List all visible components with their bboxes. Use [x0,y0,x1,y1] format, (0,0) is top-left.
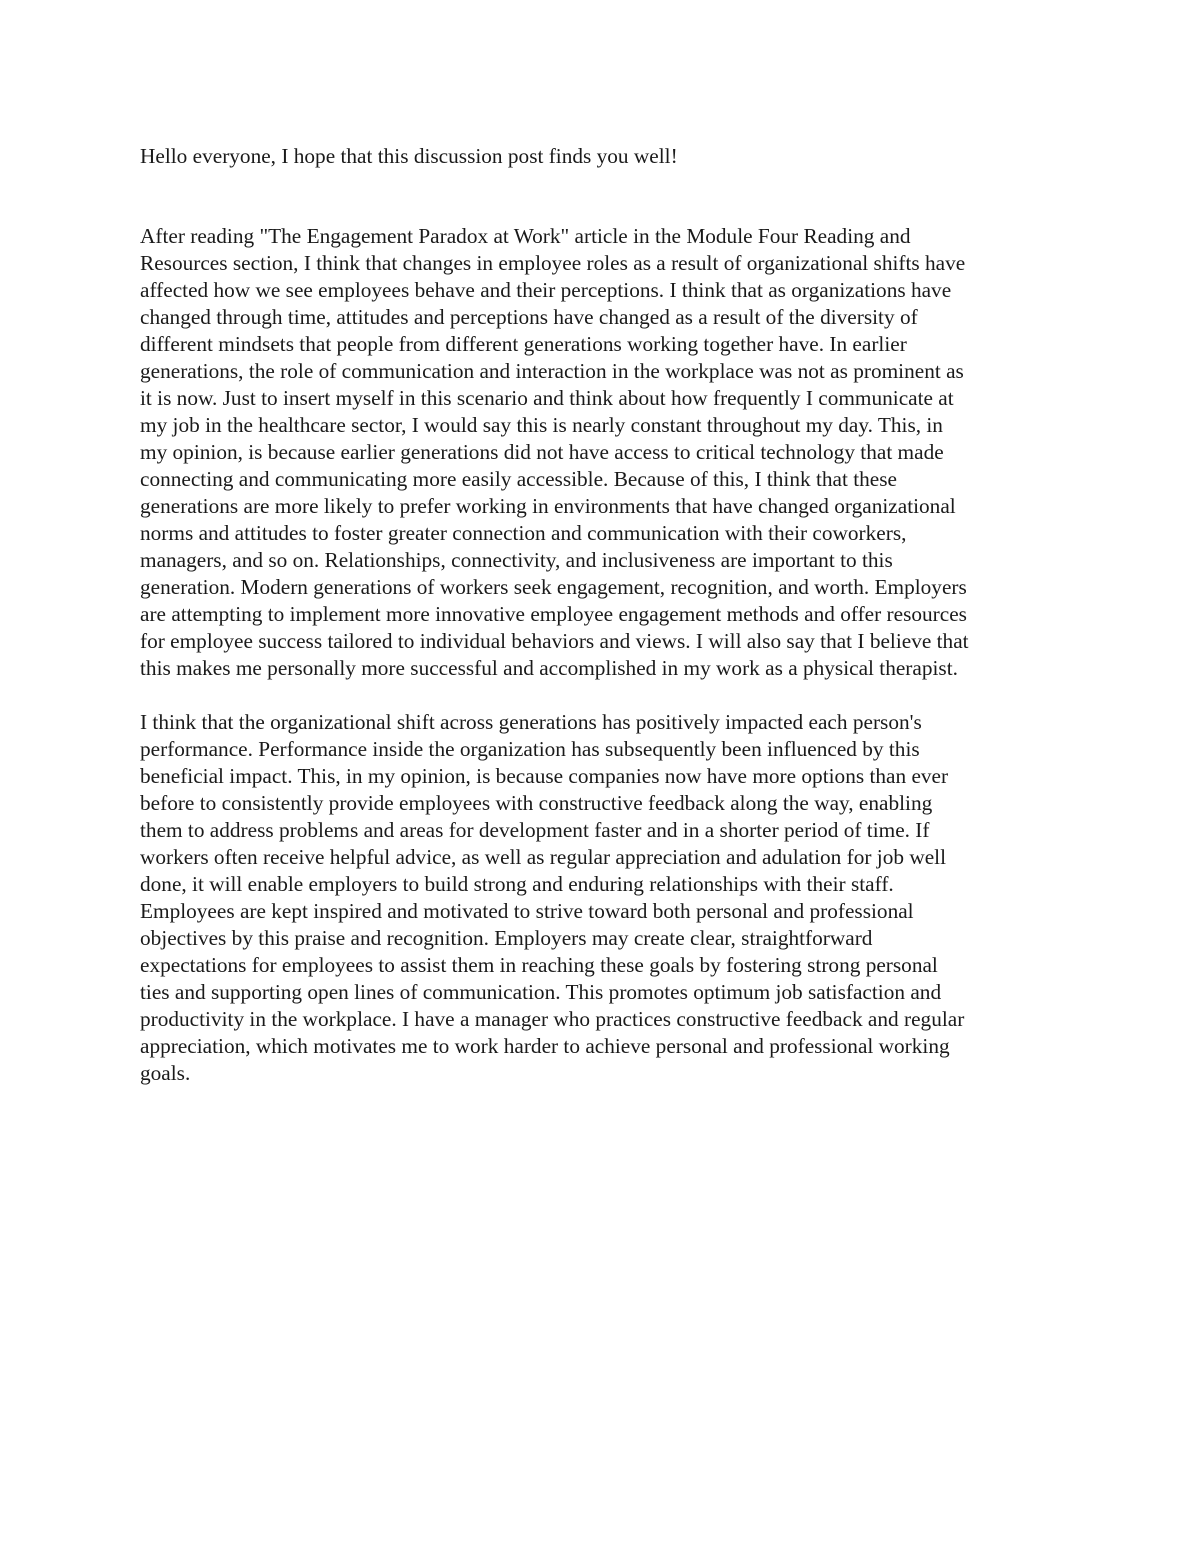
paragraph-1-line: norms and attitudes to foster greater connection and communication with their coworkers, [140,521,907,545]
paragraph-2-line: before to consistently provide employees with constructive feedback along the way, enabling [140,791,933,815]
paragraph-2-line: expectations for employees to assist them in reaching these goals by fostering strong personal [140,953,938,977]
paragraph-1-line: are attempting to implement more innovative employee engagement methods and offer resources [140,602,967,626]
paragraph-2-line: beneficial impact. This, in my opinion, is because companies now have more options than ever [140,764,949,788]
paragraph-2-line: done, it will enable employers to build strong and enduring relationships with their staff. [140,872,894,896]
paragraph-1 [140,223,1062,682]
paragraph-2-line: objectives by this praise and recognition. Employers may create clear, straightforward [140,926,873,950]
paragraph-1-line: generations are more likely to prefer working in environments that have changed organizational [140,494,956,518]
greeting-text: Hello everyone, I hope that this discussion post finds you well! [140,144,678,168]
paragraph-2-line: productivity in the workplace. I have a manager who practices constructive feedback and regular [140,1007,965,1031]
paragraph-1-line: my opinion, is because earlier generations did not have access to critical technology that made [140,440,944,464]
paragraph-1-line: connecting and communicating more easily accessible. Because of this, I think that these [140,467,897,491]
paragraph-1-line: generations, the role of communication and interaction in the workplace was not as prominent as [140,359,964,383]
paragraph-1-line: Resources section, I think that changes in employee roles as a result of organizational shifts have [140,251,966,275]
paragraph-2-line: them to address problems and areas for development faster and in a shorter period of time. If [140,818,930,842]
paragraph-1-line: this makes me personally more successful and accomplished in my work as a physical therapist. [140,656,958,680]
paragraph-2-line: ties and supporting open lines of communication. This promotes optimum job satisfaction and [140,980,942,1004]
paragraph-1-line: for employee success tailored to individual behaviors and views. I will also say that I believe that [140,629,969,653]
paragraph-2-line: Employees are kept inspired and motivated to strive toward both personal and professional [140,899,914,923]
paragraph-1-line: changed through time, attitudes and perceptions have changed as a result of the diversity of [140,305,918,329]
paragraph-1-line: it is now. Just to insert myself in this scenario and think about how frequently I communicate at [140,386,954,410]
paragraph-1-line: generation. Modern generations of workers seek engagement, recognition, and worth. Employers [140,575,967,599]
paragraph-1-line: my job in the healthcare sector, I would say this is nearly constant throughout my day. This, in [140,413,943,437]
document-body [140,143,1062,1087]
paragraph-2-line: appreciation, which motivates me to work harder to achieve personal and professional working [140,1034,950,1058]
paragraph-2 [140,709,1062,1087]
paragraph-2-line: performance. Performance inside the organization has subsequently been influenced by this [140,737,920,761]
paragraph-1-line: different mindsets that people from different generations working together have. In earlier [140,332,907,356]
paragraph-1-line: affected how we see employees behave and their perceptions. I think that as organizations have [140,278,952,302]
paragraph-1-line: managers, and so on. Relationships, connectivity, and inclusiveness are important to this [140,548,893,572]
paragraph-2-line: workers often receive helpful advice, as well as regular appreciation and adulation for job well [140,845,946,869]
paragraph-1-line: After reading "The Engagement Paradox at Work" article in the Module Four Reading and [140,224,911,248]
paragraph-2-line: goals. [140,1061,191,1085]
greeting-line [140,143,1062,170]
paragraph-2-line: I think that the organizational shift across generations has positively impacted each person's [140,710,922,734]
